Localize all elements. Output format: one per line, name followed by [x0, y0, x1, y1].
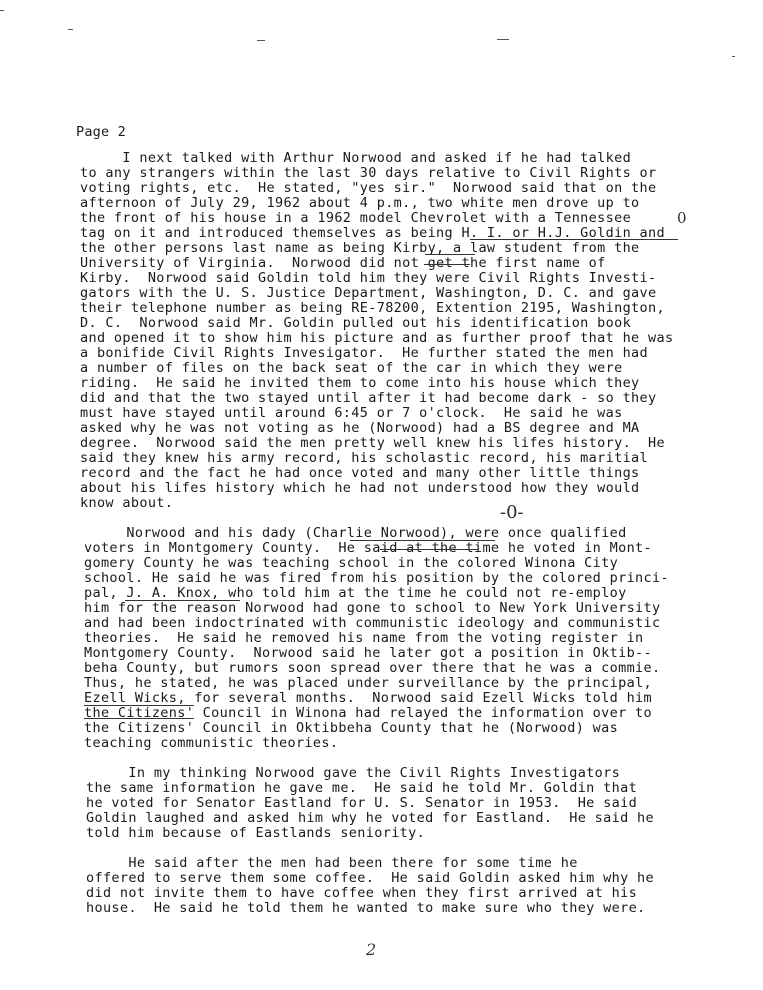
scan-speck — [68, 29, 73, 30]
text-line: voting rights, etc. He stated, "yes sir." Norwood said that on the — [80, 180, 657, 196]
handwritten-underline — [470, 239, 678, 240]
text-line: the Citizens' Council in Oktibbeha County that he (Norwood) was — [84, 720, 619, 736]
text-line: riding. He said he invited them to come into his house which they — [80, 375, 640, 391]
text-line: beha County, but rumors soon spread over there that he was a commie. — [84, 660, 661, 676]
text-line: Norwood and his dady (Charlie Norwood), were once qualified — [84, 525, 627, 541]
text-line: theories. He said he removed his name from the voting register in — [84, 630, 644, 646]
text-line: Montgomery County. Norwood said he later got a position in Oktib-- — [84, 645, 653, 661]
page-label: Page 2 — [76, 124, 126, 140]
text-line: He said after the men had been there for some time he — [86, 855, 578, 871]
text-line: teaching communistic theories. — [84, 735, 339, 751]
handwritten-underline — [84, 705, 194, 706]
handwritten-mark: -0- — [500, 502, 524, 523]
text-line: pal, J. A. Knox, who told him at the time he could not re-employ — [84, 585, 627, 601]
text-line: gators with the U. S. Justice Department, Washington, D. C. and gave — [80, 285, 657, 301]
handwritten-strikeline — [84, 718, 194, 719]
text-line: said they knew his army record, his scholastic record, his maritial — [80, 450, 649, 466]
text-line: gomery County he was teaching school in the colored Winona City — [84, 555, 619, 571]
text-line: tag on it and introduced themselves as being H. I. or H.J. Goldin and — [80, 225, 665, 241]
scan-speck — [257, 40, 265, 41]
scan-speck — [0, 10, 4, 11]
handwritten-underline — [425, 254, 475, 255]
text-line: Ezell Wicks, for several months. Norwood said Ezell Wicks told him — [84, 690, 653, 706]
handwritten-page-number: 2 — [366, 940, 377, 959]
scan-speck — [497, 39, 509, 40]
text-line: did not invite them to have coffee when they first arrived at his — [86, 885, 638, 901]
text-line: to any strangers within the last 30 days relative to Civil Rights or — [80, 165, 657, 181]
text-line: told him because of Eastlands seniority. — [86, 825, 426, 841]
text-line: offered to serve them some coffee. He said Goldin asked him why he — [86, 870, 655, 886]
handwritten-strikeline — [380, 549, 478, 550]
text-line: degree. Norwood said the men pretty well knew his lifes history. He — [80, 435, 665, 451]
text-line: University of Virginia. Norwood did not get the first name of — [80, 255, 606, 271]
text-line: know about. — [80, 495, 174, 511]
text-line: asked why he was not voting as he (Norwood) had a BS degree and MA — [80, 420, 640, 436]
text-line: about his lifes history which he had not understood how they would — [80, 480, 640, 496]
handwritten-mark: 0 — [677, 209, 687, 227]
text-line: he voted for Senator Eastland for U. S. Senator in 1953. He said — [86, 795, 638, 811]
text-line: and had been indoctrinated with communistic ideology and communistic — [84, 615, 661, 631]
text-line: house. He said he told them he wanted to make sure who they were. — [86, 900, 646, 916]
text-line: the same information he gave me. He said he told Mr. Goldin that — [86, 780, 638, 796]
handwritten-strikeline — [424, 264, 470, 265]
text-line: Thus, he stated, he was placed under surveillance by the principal, — [84, 675, 653, 691]
text-line: Kirby. Norwood said Goldin told him they were Civil Rights Investi- — [80, 270, 657, 286]
text-line: a bonifide Civil Rights Invesigator. He further stated the men had — [80, 345, 649, 361]
text-line: afternoon of July 29, 1962 about 4 p.m., two white men drove up to — [80, 195, 640, 211]
text-line: In my thinking Norwood gave the Civil Rights Investigators — [86, 765, 621, 781]
handwritten-underline — [125, 600, 240, 601]
text-line: must have stayed until around 6:45 or 7 o'clock. He said he was — [80, 405, 623, 421]
text-line: him for the reason Norwood had gone to school to New York University — [84, 600, 661, 616]
text-line: did and that the two stayed until after it had become dark - so they — [80, 390, 657, 406]
text-line: the Citizens' Council in Winona had relayed the information over to — [84, 705, 653, 721]
text-line: school. He said he was fired from his position by the colored princi- — [84, 570, 669, 586]
text-line: D. C. Norwood said Mr. Goldin pulled out his identification book — [80, 315, 632, 331]
text-line: voters in Montgomery County. He said at the time he voted in Mont- — [84, 540, 653, 556]
scan-speck — [732, 56, 735, 57]
text-line: and opened it to show him his picture and as further proof that he was — [80, 330, 674, 346]
text-line: record and the fact he had once voted and many other little things — [80, 465, 640, 481]
text-line: a number of files on the back seat of the car in which they were — [80, 360, 623, 376]
text-line: the other persons last name as being Kirby, a law student from the — [80, 240, 640, 256]
text-line: their telephone number as being RE-78200, Extention 2195, Washington, — [80, 300, 665, 316]
text-line: Goldin laughed and asked him why he voted for Eastland. He said he — [86, 810, 655, 826]
handwritten-underline — [350, 540, 495, 541]
text-line: the front of his house in a 1962 model Chevrolet with a Tennessee — [80, 210, 632, 226]
text-line: I next talked with Arthur Norwood and asked if he had talked — [80, 150, 632, 166]
